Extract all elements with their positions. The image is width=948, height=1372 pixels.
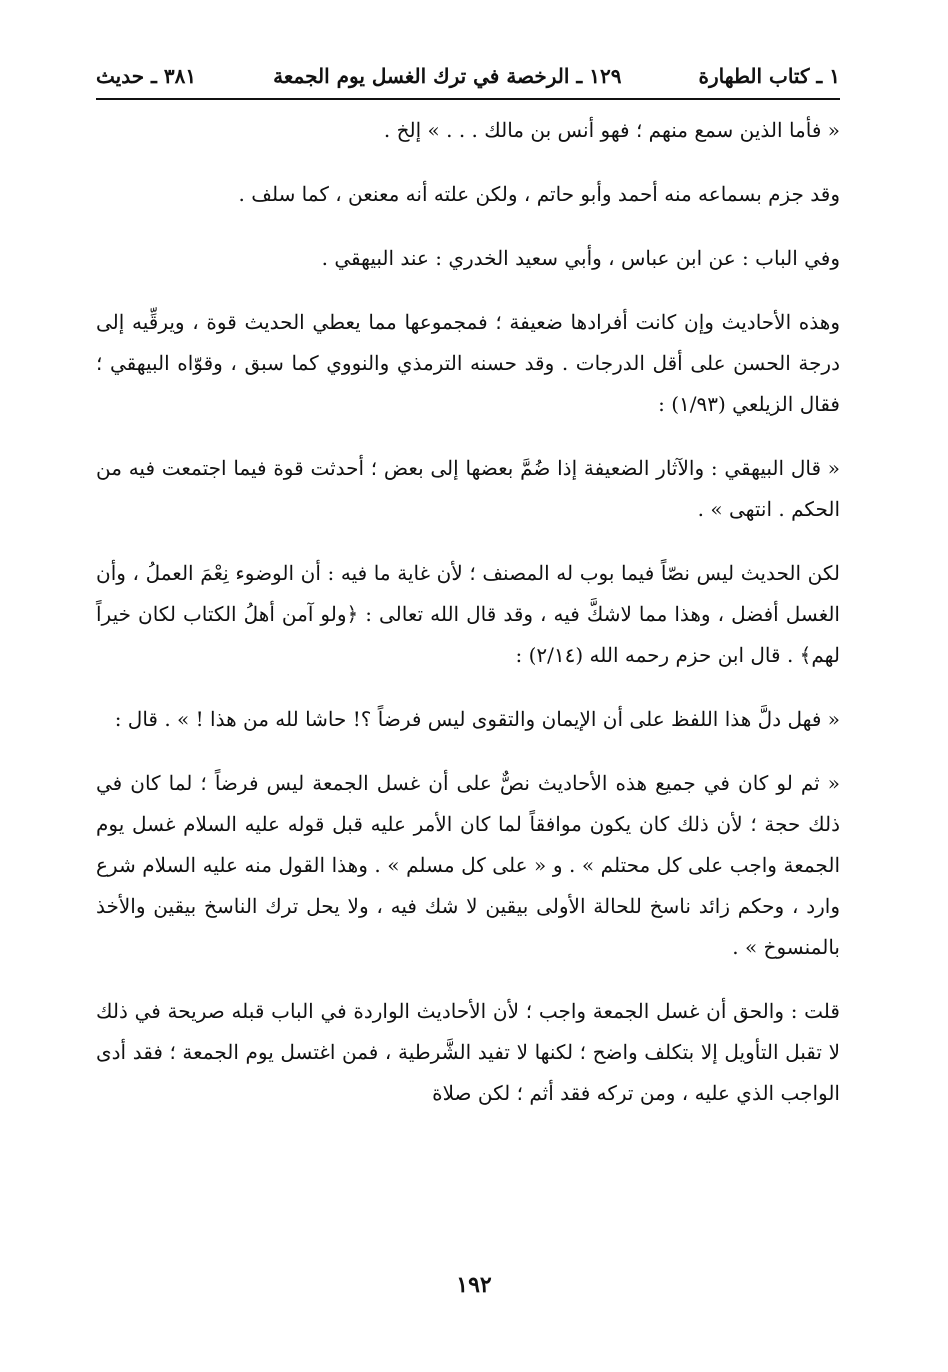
running-header [96,64,840,100]
paragraph: « قال البيهقي : والآثار الضعيفة إذا ضُمَّ بعضها إلى بعض ؛ أحدثت قوة فيما اجتمعت فيه من الحكم . انتهى » . [96,456,840,521]
paragraph: لكن الحديث ليس نصّاً فيما بوب له المصنف ؛ لأن غاية ما فيه : أن الوضوء نِعْمَ العملُ ، وأن الغسل أفضل ، وهذا مما لاشكَّ فيه ، وقد قال الله تعالى : ﴿ولو آمن أهلُ الكتاب لكان خيراً لهم﴾ . قال ابن حزم رحمه الله (٢/١٤) : [96,561,840,667]
paragraph: « فأما الذين سمع منهم ؛ فهو أنس بن مالك . . . » إلخ . [383,118,840,142]
paragraph: وفي الباب : عن ابن عباس ، وأبي سعيد الخدري : عند البيهقي . [321,246,840,270]
paragraph: وقد جزم بسماعه منه أحمد وأبو حاتم ، ولكن علته أنه معنعن ، كما سلف . [238,182,840,206]
paragraph: « ثم لو كان في جميع هذه الأحاديث نصٌّ على أن غسل الجمعة ليس فرضاً ؛ لما كان في ذلك حجة ؛ لأن ذلك كان يكون موافقاً لما كان الأمر عليه قبل قوله عليه السلام غسل يوم الجمعة واجب على كل محتلم » . و « على كل مسلم » . وهذا القول منه عليه السلام شرع وارد ، وحكم زائد ناسخ للحالة الأولى بيقين لا شك فيه ، ولا يحل ترك الناسخ بيقين والأخذ بالمنسوخ » . [96,771,840,959]
header-chapter-title: ١٢٩ ـ الرخصة في ترك الغسل يوم الجمعة [273,64,622,88]
header-hadith-number: ٣٨١ ـ حديث [96,64,197,88]
page-body [96,110,840,1114]
page-number: ١٩٢ [456,1272,492,1298]
paragraph: وهذه الأحاديث وإن كانت أفرادها ضعيفة ؛ فمجموعها مما يعطي الحديث قوة ، ويرقِّيه إلى درجة الحسن على أقل الدرجات . وقد حسنه الترمذي والنووي كما سبق ، وقوّاه البيهقي ؛ فقال الزيلعي (١/٩٣) : [96,310,840,416]
paragraph: « فهل دلَّ هذا اللفظ على أن الإيمان والتقوى ليس فرضاً ؟! حاشا لله من هذا ! » . قال : [114,707,840,731]
header-book-title: ١ ـ كتاب الطهارة [698,64,840,88]
paragraph: قلت : والحق أن غسل الجمعة واجب ؛ لأن الأحاديث الواردة في الباب قبله صريحة في ذلك لا تقبل التأويل إلا بتكلف واضح ؛ لكنها لا تفيد الشَّرطية ، فمن اغتسل يوم الجمعة ؛ فقد أدى الواجب الذي عليه ، ومن تركه فقد أثم ؛ لكن صلاة [96,999,840,1105]
